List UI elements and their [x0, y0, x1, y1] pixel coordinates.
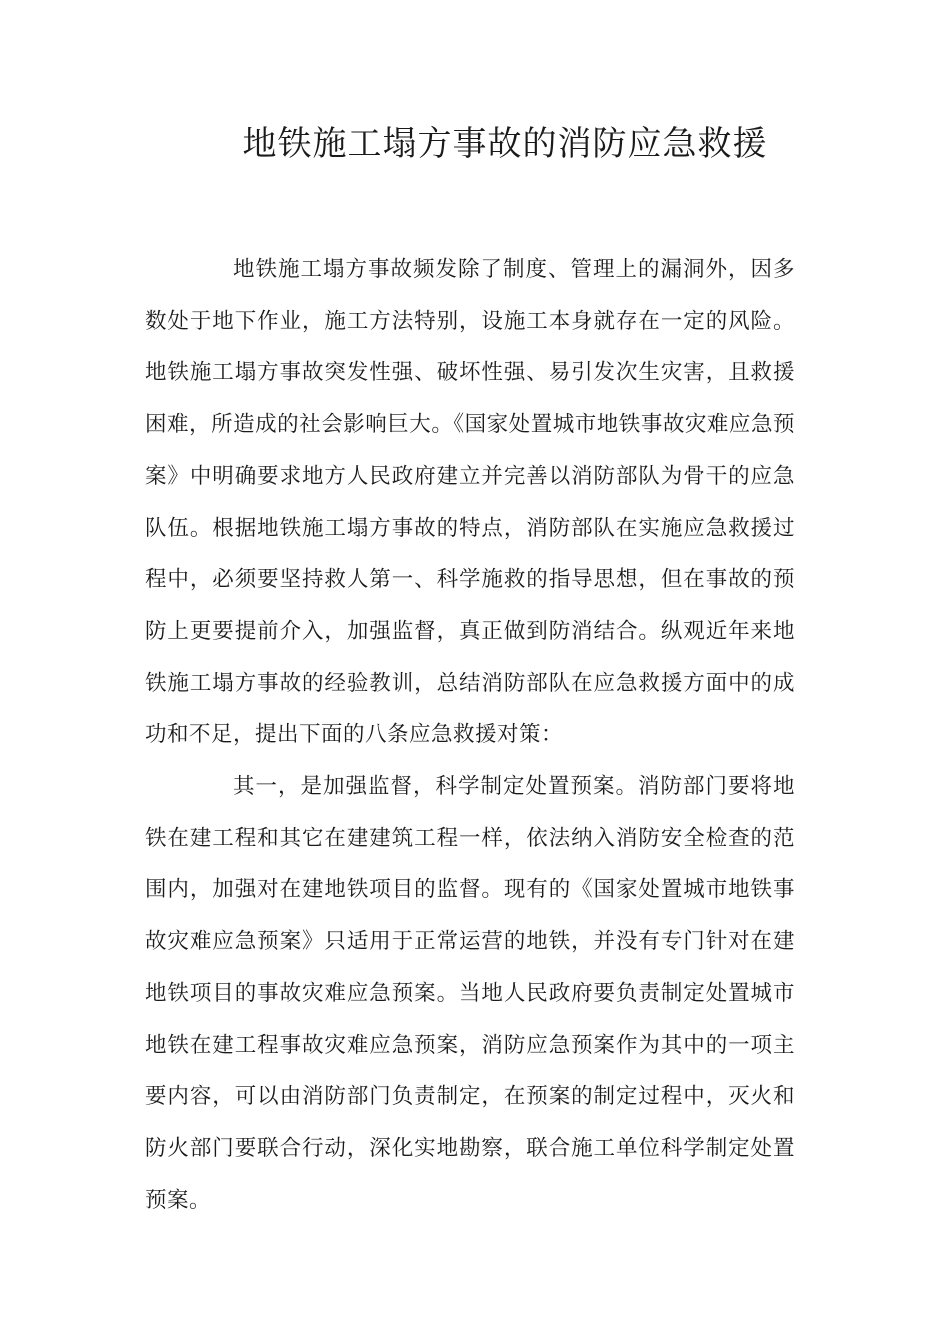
- document-title: 地铁施工塌方事故的消防应急救援: [242, 124, 768, 164]
- paragraph-measure-one: 其一，是加强监督，科学制定处置预案。消防部门要将地铁在建工程和其它在建建筑工程一样，依法纳入消防安全检查的范围内，加强对在建地铁项目的监督。现有的《国家处置城市地铁事故灾难应急预案》只适用于正常运营的地铁，并没有专门针对在建地铁项目的事故灾难应急预案。当地人民政府要负责制定处置城市地铁在建工程事故灾难应急预案，消防应急预案作为其中的一项主要内容，可以由消防部门负责制定，在预案的制定过程中，灭火和防火部门要联合行动，深化实地勘察，联合施工单位科学制定处置预案。: [145, 774, 795, 1213]
- paragraph-intro: 地铁施工塌方事故频发除了制度、管理上的漏洞外，因多数处于地下作业，施工方法特别，设施工本身就存在一定的风险。地铁施工塌方事故突发性强、破坏性强、易引发次生灾害，且救援困难，所造成的社会影响巨大。《国家处置城市地铁事故灾难应急预案》中明确要求地方人民政府建立并完善以消防部队为骨干的应急队伍。根据地铁施工塌方事故的特点，消防部队在实施应急救援过程中，必须要坚持救人第一、科学施救的指导思想，但在事故的预防上更要提前介入，加强监督，真正做到防消结合。纵观近年来地铁施工塌方事故的经验教训，总结消防部队在应急救援方面中的成功和不足，提出下面的八条应急救援对策：: [145, 257, 795, 748]
